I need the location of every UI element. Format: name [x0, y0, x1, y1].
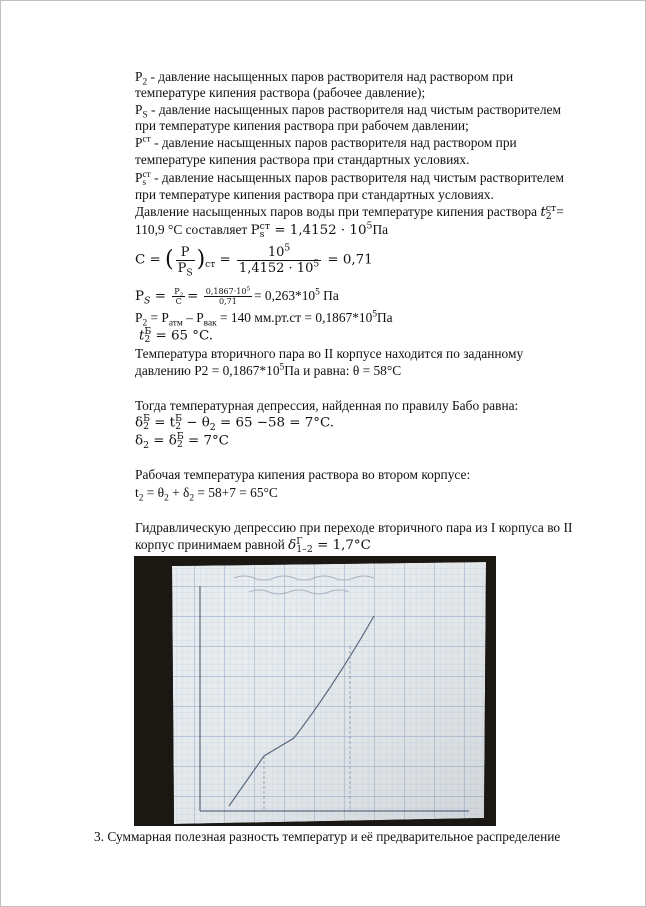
text-line-17: Тогда температурная депрессия, найденная по правилу Бабо равна:	[135, 398, 519, 413]
text-line-15: Температура вторичного пара во II корпусе находится по заданному	[135, 346, 524, 361]
text-line-14: tБ 2 = 65 °C.	[139, 326, 214, 345]
text-line-6: температуре кипения раствора при стандартных условиях.	[135, 152, 470, 167]
text-line-18: δБ 2 = tБ $2 - \theta_2 = 65 -58 = 7^\circ C$.	[135, 413, 334, 434]
text-line-10: 110,9 °С составляет Pст $s = 1,4152 \cdot 10^5Па$	[135, 220, 389, 240]
text-line-5: $P^{ст}$ - давление насыщенных паров растворителя над раствором при	[135, 134, 517, 150]
text-line-22: Гидравлическую депрессию при переходе вторичного пара из I корпуса во II	[135, 520, 573, 535]
text-line-8: при температуре кипения раствора при стандартных условиях.	[135, 187, 494, 202]
text-line-21: $t_2 = \theta_2 + \delta_2 = 58+7 = 65^\circ C$	[135, 485, 278, 504]
text-line-20: Рабочая температура кипения раствора во втором корпусе:	[135, 467, 471, 482]
formula-ps: $P_S$ = $\frac{P_2}{C}$ = $\frac{0,1867\cdot 10^5}{0,71}$ = $0,263*10^5$ Па	[135, 286, 339, 307]
section-heading: 3. Суммарная полезная разность температур и её предварительное распределение	[94, 829, 561, 844]
text-line-7: Pст s - давление насыщенных паров растворителя над чистым растворителем	[135, 169, 564, 188]
text-line-4: при температуре кипения раствора при рабочем давлении;	[135, 118, 469, 133]
text-line-23: корпус принимаем равной δГ 1–2 = 1,7°C	[135, 535, 371, 555]
text-line-2: температуре кипения раствора (рабочее давление);	[135, 85, 426, 100]
text-line-3: $P_S$ - давление насыщенных паров растворителя над чистым растворителем	[135, 102, 561, 121]
formula-c: C = ( $\frac{P}{P_S}$ )$_{ст}$ = $\frac{10^5}{1,4152 \cdot 10^5}$ = 0,71	[135, 243, 373, 279]
text-line-13: $P_2 = P_{атм} - P_{вак} = 140$ $мм.рт.ст = 0,1867*10^5Па$	[135, 309, 393, 329]
graph-paper-photo	[134, 556, 496, 826]
text-line-16: давлению $P2 = 0,1867*10^5Па$ и равна: θ = 58°С	[135, 362, 402, 378]
text-line-9: Давление насыщенных паров воды при температуре кипения раствора tст 2 =	[135, 202, 564, 222]
text-line-1: $P_2$ - давление насыщенных паров растворителя над раствором при	[135, 69, 514, 88]
text-line-19: $\delta_2 = \delta Б$ 2 = 7°C	[135, 431, 229, 452]
